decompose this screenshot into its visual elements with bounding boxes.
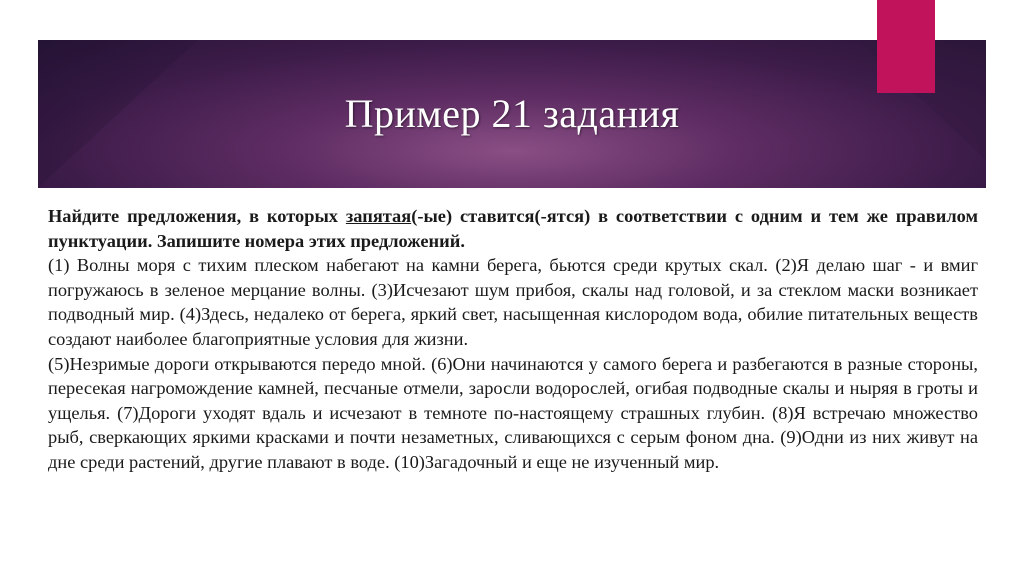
- accent-tab: [877, 0, 935, 93]
- page-title: Пример 21 задания: [344, 91, 680, 136]
- task-text-end: (-ые) ставится(-ятся) в соответствии с одним и тем же правилом пунктуации. Запишите номера этих предложений.: [48, 206, 979, 251]
- slide-content: [48, 204, 978, 475]
- task-underlined-word: запятая: [345, 206, 412, 226]
- task-text-start: Найдите предложения, в которых: [48, 206, 346, 226]
- text-paragraph-2: (5)Незримые дороги открываются передо мной. (6)Они начинаются у самого берега и разбегаются в разные стороны, пересекая нагромождение камней, песчаные отмели, заросли водорослей, огибая подводные скалы и ныряя в гроты и ущелья. (7)Дороги уходят вдаль и исчезают в темноте по-настоящему страшных глубин. (8)Я встречаю множество рыб, сверкающих яркими красками и почти незаметных, сливающихся с серым фоном дна. (9)Одни из них живут на дне среди растений, другие плавают в воде. (10)Загадочный и еще не изученный мир.: [48, 353, 978, 472]
- text-paragraph-1: (1) Волны моря с тихим плеском набегают на камни берега, бьются среди крутых скал. (2)Я делаю шаг - и вмиг погружаюсь в зеленое мерцание волны. (3)Исчезают шум прибоя, скалы над головой, и за стеклом маски возникает подводный мир. (4)Здесь, недалеко от берега, яркий свет, насыщенная кислородом вода, обилие питательных веществ создают наиболее благоприятные условия для жизни.: [48, 255, 978, 349]
- title-banner: [38, 40, 986, 188]
- task-instruction: [48, 204, 978, 253]
